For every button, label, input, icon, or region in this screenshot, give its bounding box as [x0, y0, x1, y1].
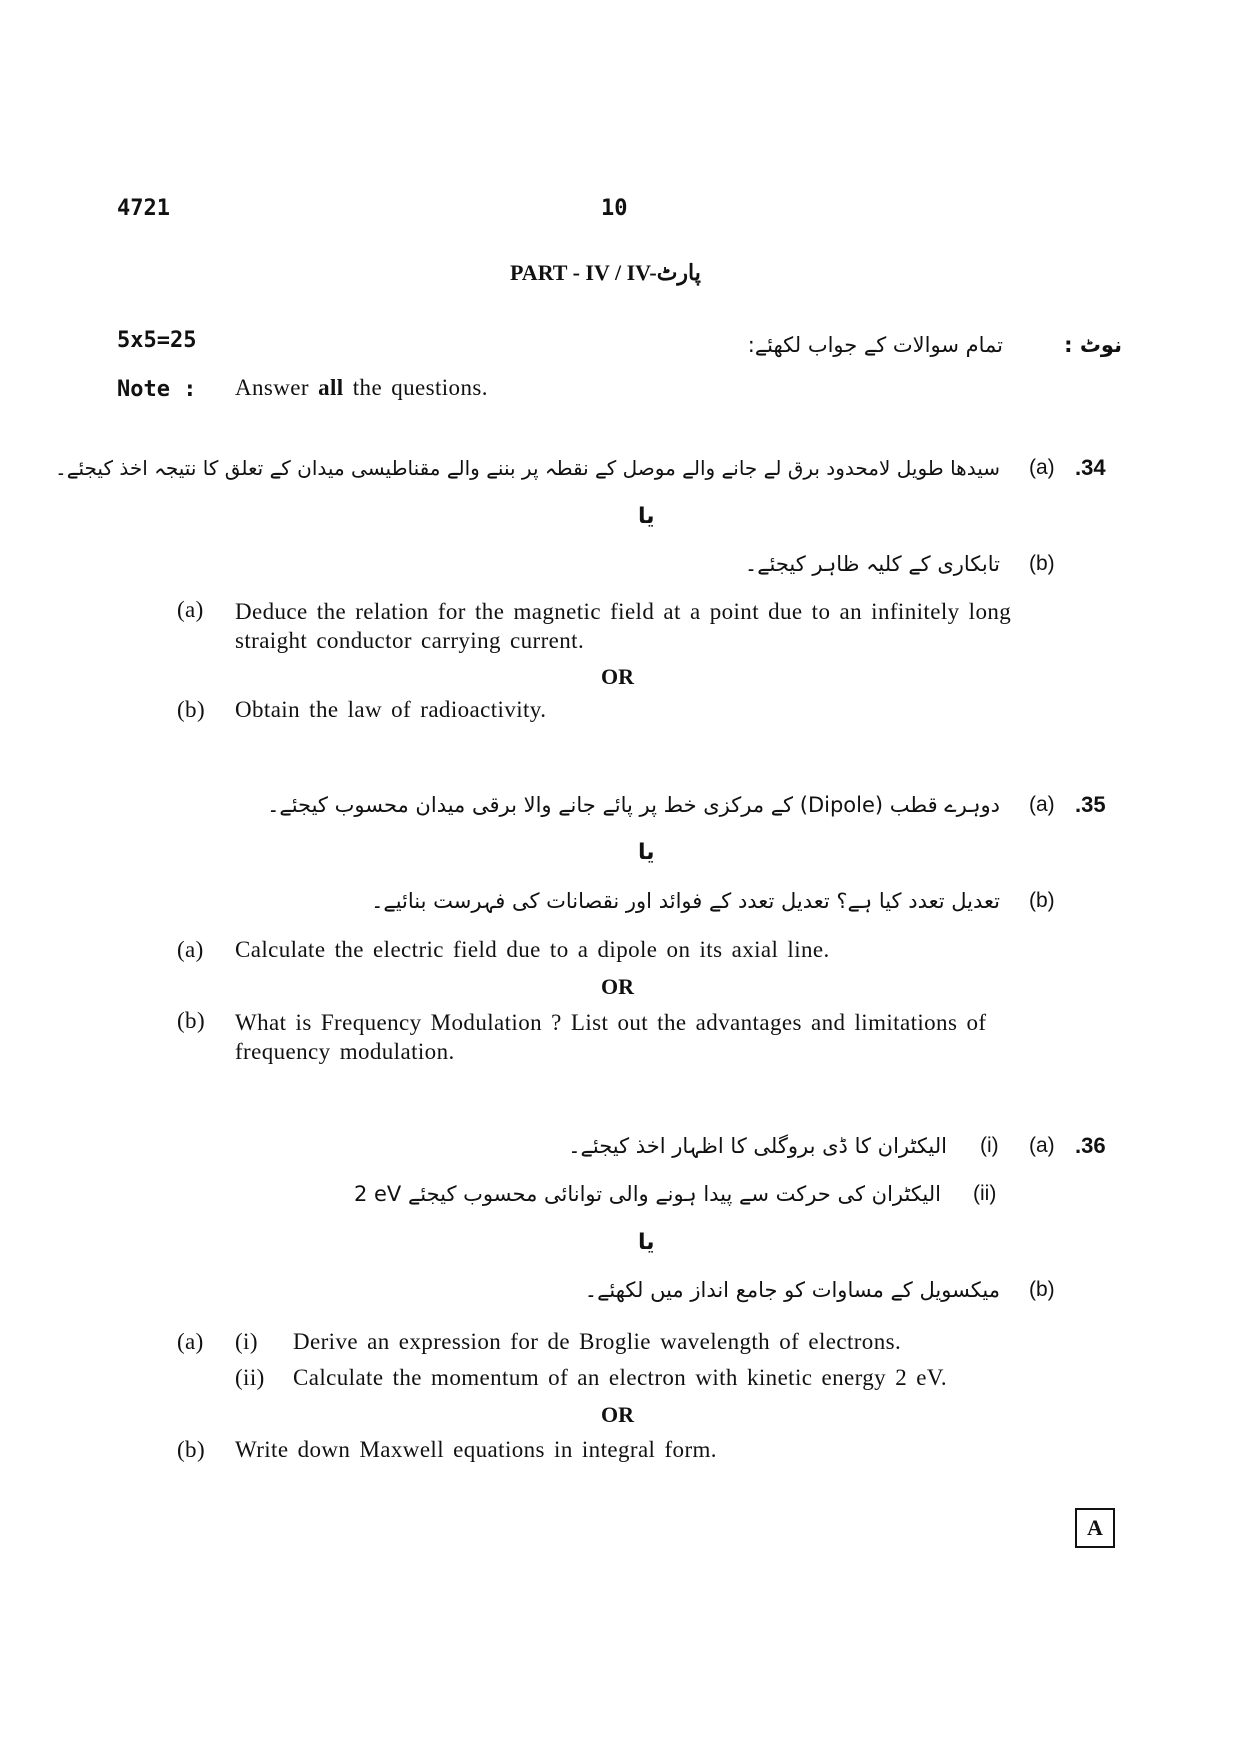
- q36-a-label: (a): [177, 1329, 204, 1354]
- q36-urdu-b-label: (b): [1029, 1278, 1055, 1301]
- q36-urdu-ii-label: (ii): [973, 1182, 997, 1205]
- q35-urdu-a-label: (a): [1029, 793, 1055, 816]
- note-label: Note :: [117, 377, 197, 402]
- q34-urdu-a: سیدھا طویل لامحدود برق لے جانے والے موصل کے نقطہ پر بننے والے مقناطیسی میدان کے تعلق کا نتیجہ اخذ کیجئے۔: [55, 456, 1000, 480]
- q35-b-label: (b): [177, 1008, 206, 1033]
- ya-separator: یا: [638, 504, 655, 529]
- or-separator: OR: [601, 974, 634, 999]
- q36-ii-label: (ii): [235, 1365, 265, 1390]
- q34-a-text: Deduce the relation for the magnetic field at a point due to an infinitely long straight conductor carrying current.: [235, 599, 1012, 653]
- q35-urdu-a: دوہرے قطب (Dipole) کے مرکزی خط پر پائے جانے والا برقی میدان محسوب کیجئے۔: [267, 793, 1000, 817]
- q34-a-label: (a): [177, 597, 204, 622]
- ya-separator: یا: [638, 840, 655, 865]
- q34-urdu-b: تابکاری کے کلیہ ظاہر کیجئے۔: [744, 552, 1000, 576]
- q34-b-label: (b): [177, 697, 206, 722]
- q35-a-label: (a): [177, 937, 204, 962]
- q34-urdu-a-label: (a): [1029, 456, 1055, 479]
- q34-urdu-b-label: (b): [1029, 552, 1055, 575]
- paper-code: 4721: [117, 196, 170, 221]
- q36-a-i-text: Derive an expression for de Broglie wavelength of electrons.: [293, 1329, 902, 1354]
- note-text: Answer all the questions.: [235, 375, 488, 400]
- q36-urdu-a-label: (a): [1029, 1134, 1055, 1157]
- q36-i-label: (i): [235, 1329, 258, 1354]
- ya-separator: یا: [638, 1230, 655, 1255]
- q36-b-label: (b): [177, 1437, 206, 1462]
- q36-urdu-i-label: (i): [980, 1134, 999, 1157]
- note-text-urdu: تمام سوالات کے جواب لکھئے:: [747, 333, 1003, 357]
- or-separator: OR: [601, 1402, 634, 1427]
- q36-urdu-a-i: الیکٹران کا ڈی بروگلی کا اظہار اخذ کیجئے۔: [568, 1134, 947, 1158]
- q35-a-text: Calculate the electric field due to a dipole on its axial line.: [235, 937, 830, 962]
- q35-urdu-b-label: (b): [1029, 889, 1055, 912]
- series-box: A: [1075, 1508, 1115, 1548]
- q36-b-text: Write down Maxwell equations in integral form.: [235, 1437, 717, 1462]
- note-label-urdu: نوٹ :: [1064, 333, 1122, 357]
- q36-urdu-b: میکسویل کے مساوات کو جامع انداز میں لکھئے۔: [584, 1278, 1000, 1302]
- question-number-34: .34: [1075, 455, 1106, 480]
- page-number: 10: [601, 196, 628, 221]
- marks-scheme: 5x5=25: [117, 328, 197, 353]
- q35-b-text: What is Frequency Modulation ? List out the advantages and limitations of frequency modulation.: [235, 1010, 987, 1064]
- question-number-36: .36: [1075, 1133, 1106, 1158]
- q36-a-ii-text: Calculate the momentum of an electron with kinetic energy 2 eV.: [293, 1365, 948, 1390]
- part-title: PART - IV / IV-پارٹ: [510, 260, 701, 285]
- or-separator: OR: [601, 664, 634, 689]
- question-number-35: .35: [1075, 792, 1106, 817]
- q36-urdu-a-ii: 2 eV الیکٹران کی حرکت سے پیدا ہونے والی توانائی محسوب کیجئے: [353, 1182, 941, 1206]
- q34-b-text: Obtain the law of radioactivity.: [235, 697, 547, 722]
- q35-urdu-b: تعدیل تعدد کیا ہے؟ تعدیل تعدد کے فوائد اور نقصانات کی فہرست بنائیے۔: [371, 889, 1000, 913]
